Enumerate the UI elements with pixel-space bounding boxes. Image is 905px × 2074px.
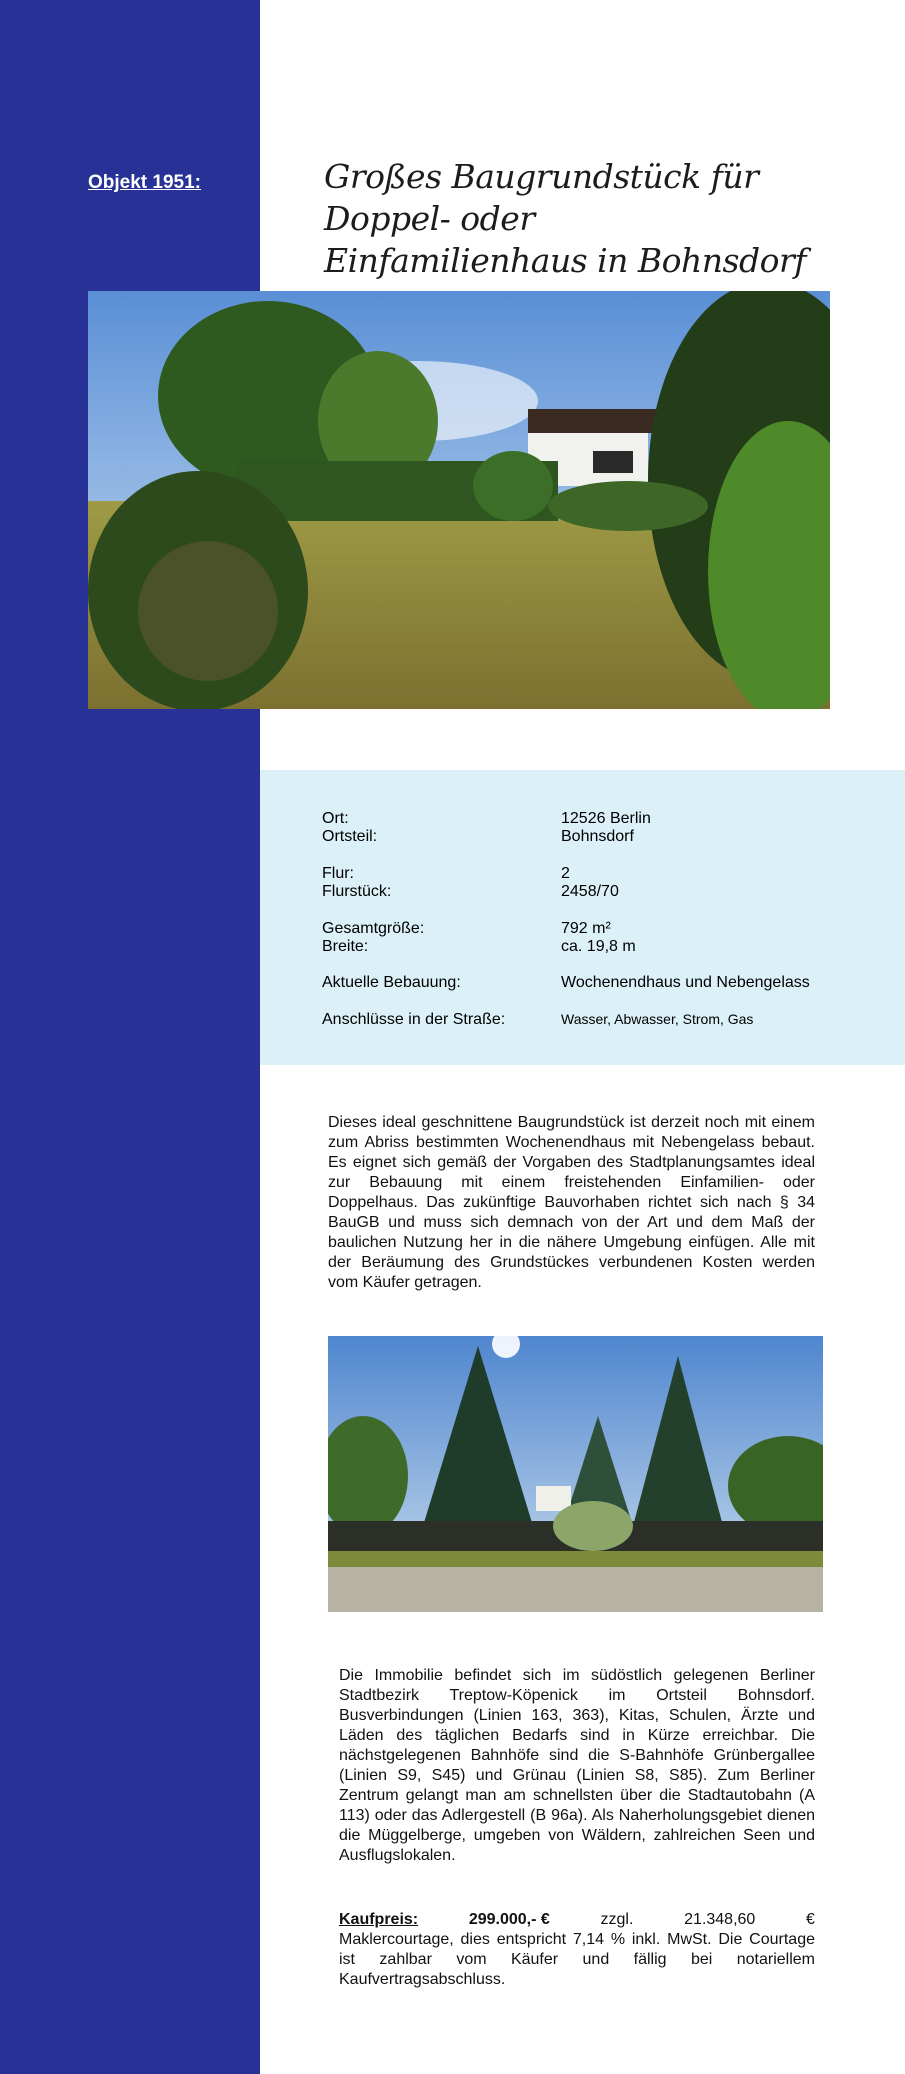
detail-value-flur: 2 <box>561 865 570 882</box>
detail-label-flurstueck: Flurstück: <box>322 883 392 900</box>
detail-label-bebauung: Aktuelle Bebauung: <box>322 974 461 991</box>
detail-label-breite: Breite: <box>322 938 369 955</box>
page-title <box>324 156 844 282</box>
detail-label-gesamtgroesse: Gesamtgröße: <box>322 920 425 937</box>
detail-value-anschluesse: Wasser, Abwasser, Strom, Gas <box>561 1011 754 1027</box>
detail-label-flur: Flur: <box>322 865 354 882</box>
detail-value-bebauung: Wochenendhaus und Nebengelass <box>561 974 810 991</box>
detail-value-breite: ca. 19,8 m <box>561 938 636 955</box>
price-zzgl: zzgl. <box>600 1911 634 1928</box>
price-terms: Maklercourtage, dies entspricht 7,14 % inkl. MwSt. Die Courtage ist zahlbar vom Käufer und fällig bei notariellem Kaufvertragsabschluss. <box>339 1931 815 1988</box>
detail-value-flurstueck: 2458/70 <box>561 883 619 900</box>
description-paragraph-1: Dieses ideal geschnittene Baugrundstück ist derzeit noch mit einem zum Abriss bestimmten Wochenendhaus mit Nebengelass bebaut. Es eignet sich gemäß der Vorgaben des Stadtplanungsamtes ideal zur Bebauung mit einem freistehenden Einfamilien- oder Doppelhaus. Das zukünftige Bauvorhaben richtet sich nach § 34 BauGB und muss sich demnach von der Art und dem Maß der baulichen Nutzung her in die nähere Umgebung einfügen. Alle mit der Beräumung des Grundstückes verbundenen Kosten werden vom Käufer getragen. <box>328 1114 815 1291</box>
courtage-amount: 21.348,60 <box>684 1911 756 1928</box>
price-amount: 299.000,- € <box>468 1911 550 1928</box>
price-section <box>339 1910 815 1990</box>
detail-value-ortsteil: Bohnsdorf <box>561 828 634 845</box>
courtage-currency: € <box>806 1911 815 1928</box>
property-photo-street <box>328 1336 823 1612</box>
detail-value-gesamtgroesse: 792 m² <box>561 920 611 937</box>
detail-label-ortsteil: Ortsteil: <box>322 828 378 845</box>
property-photo-garden <box>88 291 830 709</box>
title-line-2: Einfamilienhaus in Bohnsdorf <box>324 241 806 280</box>
detail-label-ort: Ort: <box>322 810 349 827</box>
description-paragraph-2: Die Immobilie befindet sich im südöstlich gelegenen Berliner Stadtbezirk Treptow-Köpenick im Ortsteil Bohnsdorf. Busverbindungen (Linien 163, 363), Kitas, Schulen, Ärzte und Läden des täglichen Bedarfs sind in Kürze erreichbar. Die nächstgelegenen Bahnhöfe sind die S-Bahnhöfe Grünbergallee (Linien S9, S45) und Grünau (Linien S8, S85). Zum Berliner Zentrum gelangt man am schnellsten über die Stadtautobahn (A 113) oder das Adlergestell (B 96a). Als Naherholungsgebiet dienen die Müggelberge, umgeben von Wäldern, zahlreichen Seen und Ausflugslokalen. <box>339 1667 815 1864</box>
detail-label-anschluesse: Anschlüsse in der Straße: <box>322 1011 506 1028</box>
price-label: Kaufpreis: <box>339 1911 419 1928</box>
title-line-1: Großes Baugrundstück für Doppel- oder <box>324 157 759 238</box>
detail-value-ort: 12526 Berlin <box>561 810 651 827</box>
object-number-label: Objekt 1951: <box>88 172 201 193</box>
